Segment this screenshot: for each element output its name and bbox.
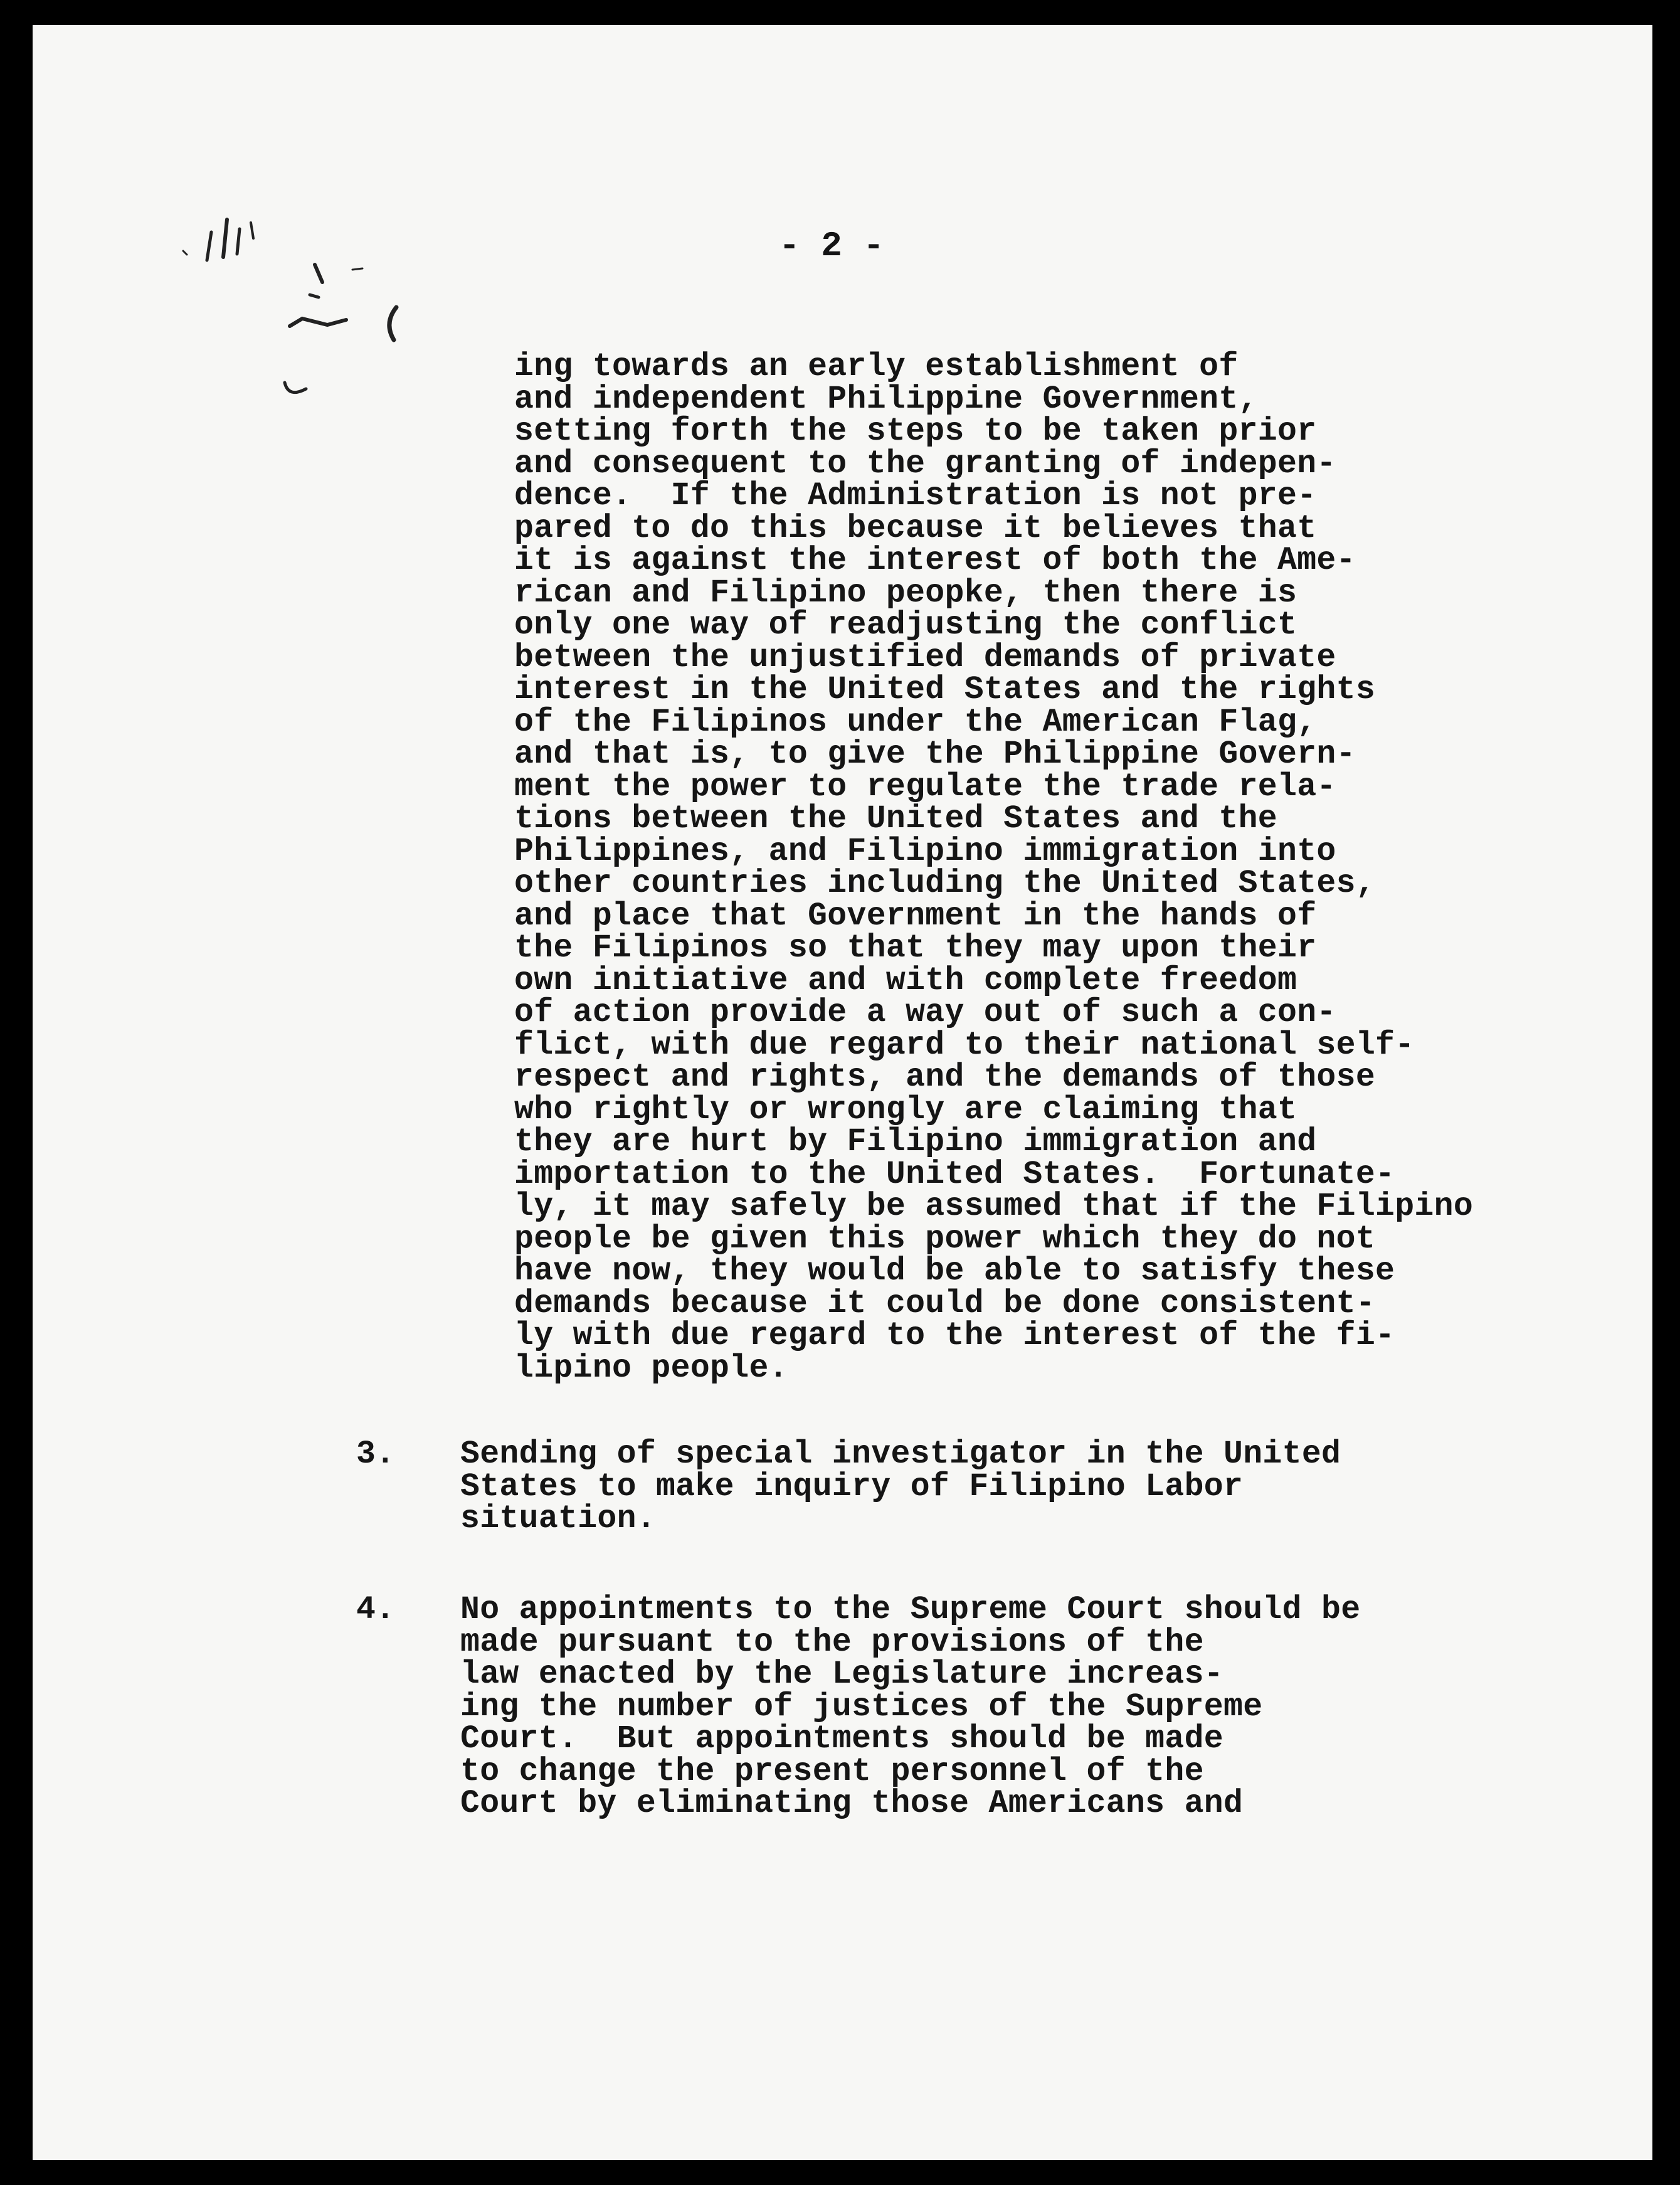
text-line: and consequent to the granting of indepen- <box>514 445 1336 482</box>
text-line: made pursuant to the provisions of the <box>460 1624 1204 1661</box>
text-line: rican and Filipino peopke, then there is <box>514 574 1297 611</box>
text-line: of the Filipinos under the American Flag, <box>514 704 1317 741</box>
text-line: demands because it could be done consistent- <box>514 1285 1376 1322</box>
text-line: law enacted by the Legislature increas- <box>460 1656 1223 1693</box>
text-line: and place that Government in the hands of <box>514 897 1317 934</box>
text-line: lipino people. <box>514 1350 788 1387</box>
text-line: who rightly or wrongly are claiming that <box>514 1091 1297 1128</box>
text-line: other countries including the United States, <box>514 865 1376 902</box>
text-line: setting forth the steps to be taken prior <box>514 413 1317 450</box>
text-line: ly, it may safely be assumed that if the Filipino <box>514 1188 1474 1225</box>
text-line: No appointments to the Supreme Court should be <box>460 1592 1361 1628</box>
list-item-text <box>460 1436 1341 1537</box>
text-line: own initiative and with complete freedom <box>514 962 1297 999</box>
text-line: flict, with due regard to their national self- <box>514 1027 1415 1064</box>
text-line: people be given this power which they do not <box>514 1220 1376 1257</box>
text-line: the Filipinos so that they may upon their <box>514 930 1317 966</box>
text-line: ing towards an early establishment of <box>514 349 1239 385</box>
text-line: pared to do this because it believes that <box>514 510 1317 547</box>
text-line: dence. If the Administration is not pre- <box>514 478 1317 514</box>
text-line: situation. <box>460 1501 657 1537</box>
handwritten-margin-marks <box>145 194 497 433</box>
text-line: Philippines, and Filipino immigration into <box>514 833 1336 870</box>
text-line: States to make inquiry of Filipino Labor <box>460 1468 1244 1505</box>
text-line: ly with due regard to the interest of the fi- <box>514 1318 1395 1354</box>
main-paragraph <box>514 351 1473 1385</box>
text-line: they are hurt by Filipino immigration and <box>514 1124 1317 1160</box>
text-line: only one way of readjusting the conflict <box>514 607 1297 643</box>
text-line: tions between the United States and the <box>514 801 1277 837</box>
text-line: respect and rights, and the demands of those <box>514 1059 1376 1096</box>
text-line: Sending of special investigator in the United <box>460 1436 1341 1473</box>
text-line: between the unjustified demands of private <box>514 639 1336 676</box>
list-item-number: 4. <box>356 1592 395 1628</box>
document-page <box>33 25 1652 2160</box>
text-line: and independent Philippine Government, <box>514 381 1258 418</box>
text-line: have now, they would be able to satisfy these <box>514 1253 1395 1289</box>
text-line: it is against the interest of both the Ame- <box>514 542 1356 579</box>
text-line: ing the number of justices of the Supreme <box>460 1688 1263 1725</box>
list-item-number: 3. <box>356 1436 395 1473</box>
page-number: - 2 - <box>779 226 885 266</box>
text-line: to change the present personnel of the <box>460 1753 1204 1790</box>
text-line: of action provide a way out of such a con- <box>514 995 1336 1031</box>
list-item-text <box>460 1594 1360 1821</box>
text-line: interest in the United States and the rights <box>514 672 1376 708</box>
text-line: and that is, to give the Philippine Govern- <box>514 736 1356 773</box>
text-line: Court. But appointments should be made <box>460 1721 1223 1757</box>
text-line: Court by eliminating those Americans and <box>460 1786 1244 1822</box>
text-line: ment the power to regulate the trade rela- <box>514 768 1336 805</box>
text-line: importation to the United States. Fortunate- <box>514 1156 1395 1193</box>
